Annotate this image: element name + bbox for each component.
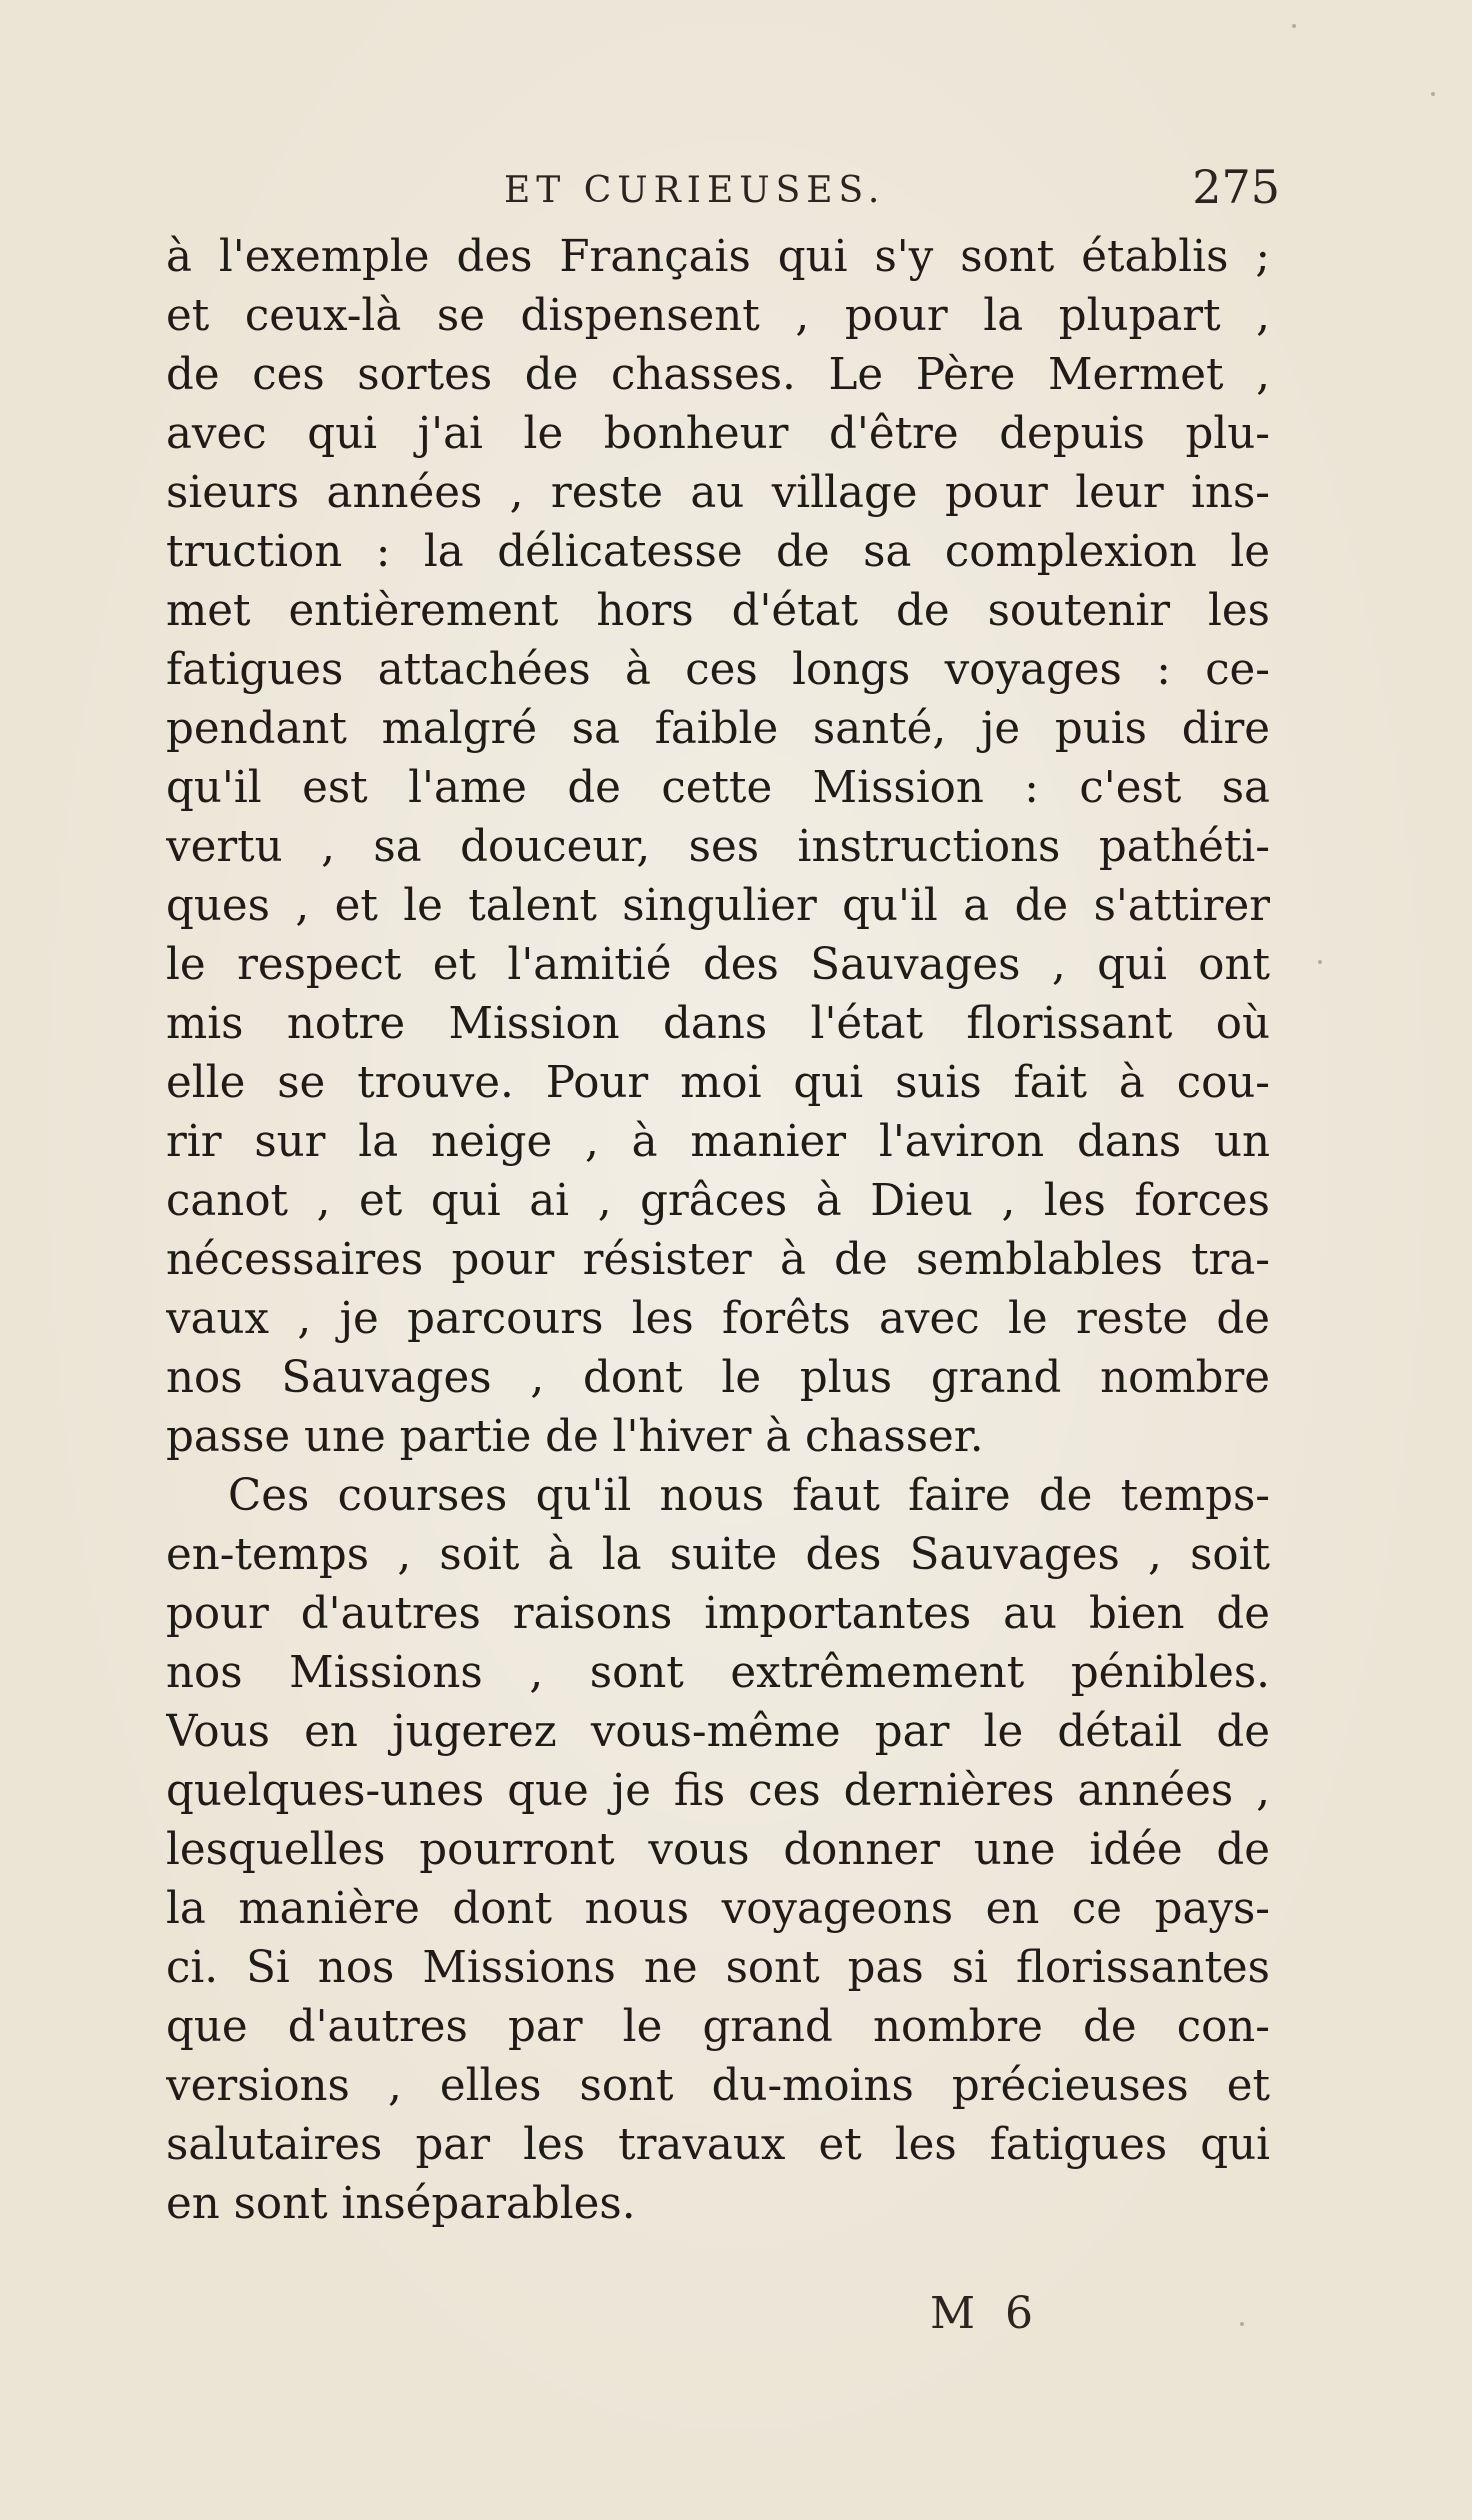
paper-speck <box>1318 960 1322 964</box>
text-line: ques , et le talent singulier qu'il a de s'attirer <box>166 881 1270 931</box>
text-line: quelques-unes que je fis ces dernières années , <box>166 1766 1270 1816</box>
text-line: nos Sauvages , dont le plus grand nombre <box>166 1353 1270 1403</box>
text-line: canot , et qui ai , grâces à Dieu , les forces <box>166 1176 1270 1226</box>
text-line: pour d'autres raisons importantes au bien de <box>166 1589 1270 1639</box>
text-line: versions , elles sont du-moins précieuses et <box>166 2061 1270 2111</box>
text-line: elle se trouve. Pour moi qui suis fait à cou- <box>166 1058 1270 1108</box>
text-line: en-temps , soit à la suite des Sauvages , soit <box>166 1530 1270 1580</box>
text-line: nécessaires pour résister à de semblables tra- <box>166 1235 1270 1285</box>
paragraph-start-line: Ces courses qu'il nous faut faire de temps- <box>228 1471 1270 1521</box>
paper-speck <box>1240 2322 1244 2326</box>
page-header <box>160 160 1280 230</box>
paper-speck <box>1292 24 1296 28</box>
text-line: met entièrement hors d'état de soutenir les <box>166 586 1270 636</box>
text-line: mis notre Mission dans l'état florissant où <box>166 999 1270 1049</box>
text-line: vaux , je parcours les forêts avec le reste de <box>166 1294 1270 1344</box>
text-line: le respect et l'amitié des Sauvages , qui ont <box>166 940 1270 990</box>
text-line: de ces sortes de chasses. Le Père Mermet , <box>166 350 1270 400</box>
paragraph-end-line: en sont inséparables. <box>166 2179 636 2229</box>
signature-mark: M 6 <box>930 2288 1042 2339</box>
text-line: sieurs années , reste au village pour leur ins- <box>166 468 1270 518</box>
text-line: ci. Si nos Missions ne sont pas si florissantes <box>166 1943 1270 1993</box>
text-line: pendant malgré sa faible santé, je puis dire <box>166 704 1270 754</box>
page-number: 275 <box>1192 160 1280 214</box>
text-line: nos Missions , sont extrêmement pénibles. <box>166 1648 1270 1698</box>
text-line: vertu , sa douceur, ses instructions pathéti- <box>166 822 1270 872</box>
text-line: à l'exemple des Français qui s'y sont établis ; <box>166 232 1270 282</box>
text-line: truction : la délicatesse de sa complexion le <box>166 527 1270 577</box>
text-line: fatigues attachées à ces longs voyages : ce- <box>166 645 1270 695</box>
text-line: rir sur la neige , à manier l'aviron dans un <box>166 1117 1270 1167</box>
text-line: avec qui j'ai le bonheur d'être depuis plu- <box>166 409 1270 459</box>
text-line: et ceux-là se dispensent , pour la plupart , <box>166 291 1270 341</box>
text-line: qu'il est l'ame de cette Mission : c'est sa <box>166 763 1270 813</box>
running-title: ET CURIEUSES. <box>504 170 886 211</box>
paper-speck <box>1431 92 1435 96</box>
paragraph-end-line: passe une partie de l'hiver à chasser. <box>166 1412 984 1462</box>
text-line: salutaires par les travaux et les fatigues qui <box>166 2120 1270 2170</box>
text-line: Vous en jugerez vous-même par le détail de <box>166 1707 1270 1757</box>
text-line: la manière dont nous voyageons en ce pays- <box>166 1884 1270 1934</box>
text-line: que d'autres par le grand nombre de con- <box>166 2002 1270 2052</box>
text-line: lesquelles pourront vous donner une idée de <box>166 1825 1270 1875</box>
body-text <box>166 228 1270 2234</box>
